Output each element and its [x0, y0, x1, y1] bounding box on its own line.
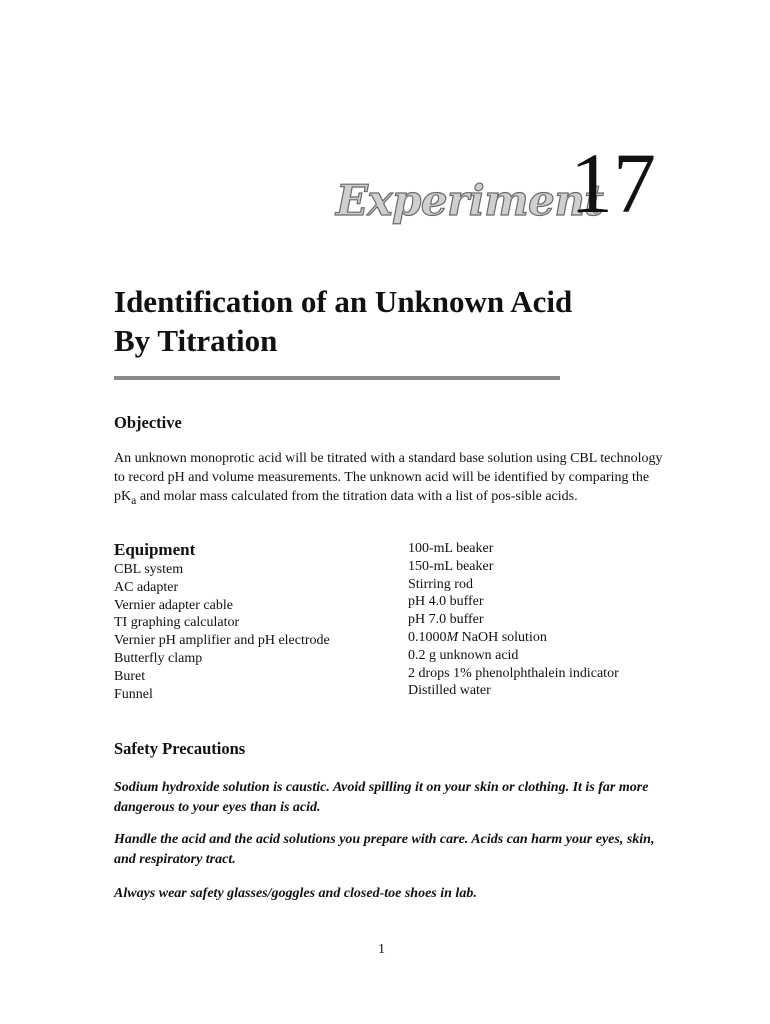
- list-item: Vernier pH amplifier and pH electrode: [114, 633, 330, 649]
- objective-heading: Objective: [114, 413, 182, 432]
- list-item: 2 drops 1% phenolphthalein indicator: [408, 665, 619, 681]
- list-item: Distilled water: [408, 683, 491, 699]
- list-item: 0.2 g unknown acid: [408, 647, 519, 663]
- safety-paragraph-2: Handle the acid and the acid solutions you prepare with care. Acids can harm your eyes, skin, and respiratory tract.: [114, 832, 655, 867]
- equipment-list-right: [408, 540, 619, 700]
- molarity-unit: M: [446, 629, 459, 645]
- list-item: Stirring rod: [408, 576, 473, 592]
- title-divider: [114, 376, 560, 380]
- list-item: pH 7.0 buffer: [408, 612, 484, 628]
- objective-text-part-2: and molar mass calculated from the titration data with a list of pos-sible acids.: [136, 489, 578, 504]
- equipment-list-left: [114, 561, 330, 703]
- naoh-value: 0.1000: [408, 629, 447, 645]
- list-item-naoh: [408, 629, 619, 647]
- list-item: Buret: [114, 668, 146, 684]
- objective-text: [114, 449, 674, 510]
- experiment-header: [330, 135, 670, 240]
- list-item: 100-mL beaker: [408, 541, 494, 556]
- safety-paragraph-1: Sodium hydroxide solution is caustic. Avoid spilling it on your skin or clothing. It is far more dangerous to your eyes than is acid.: [114, 780, 649, 815]
- safety-paragraph-3: Always wear safety glasses/goggles and closed-toe shoes in lab.: [114, 886, 477, 901]
- list-item: pH 4.0 buffer: [408, 594, 484, 610]
- naoh-rest: NaOH solution: [458, 629, 547, 645]
- list-item: TI graphing calculator: [114, 615, 240, 631]
- experiment-number: 17: [570, 135, 656, 231]
- page-title: [114, 282, 674, 360]
- title-line-1: Identification of an Unknown Acid: [114, 284, 573, 319]
- title-line-2: By Titration: [114, 323, 278, 358]
- list-item: AC adapter: [114, 579, 179, 595]
- experiment-word: Experiment: [336, 176, 604, 225]
- list-item: 150-mL beaker: [408, 558, 494, 574]
- list-item: Funnel: [114, 686, 153, 702]
- objective-text-part-1: An unknown monoprotic acid will be titrated with a standard base solution using CBL technology to record pH and volume measurements. The unknown acid will be identified by comparing the pK: [114, 451, 663, 504]
- safety-heading: Safety Precautions: [114, 739, 246, 758]
- equipment-heading: Equipment: [114, 540, 196, 559]
- list-item: Vernier adapter cable: [114, 597, 233, 613]
- page-number: 1: [378, 942, 385, 957]
- pka-subscript: a: [131, 493, 137, 507]
- list-item: Butterfly clamp: [114, 650, 203, 666]
- list-item: CBL system: [114, 562, 184, 577]
